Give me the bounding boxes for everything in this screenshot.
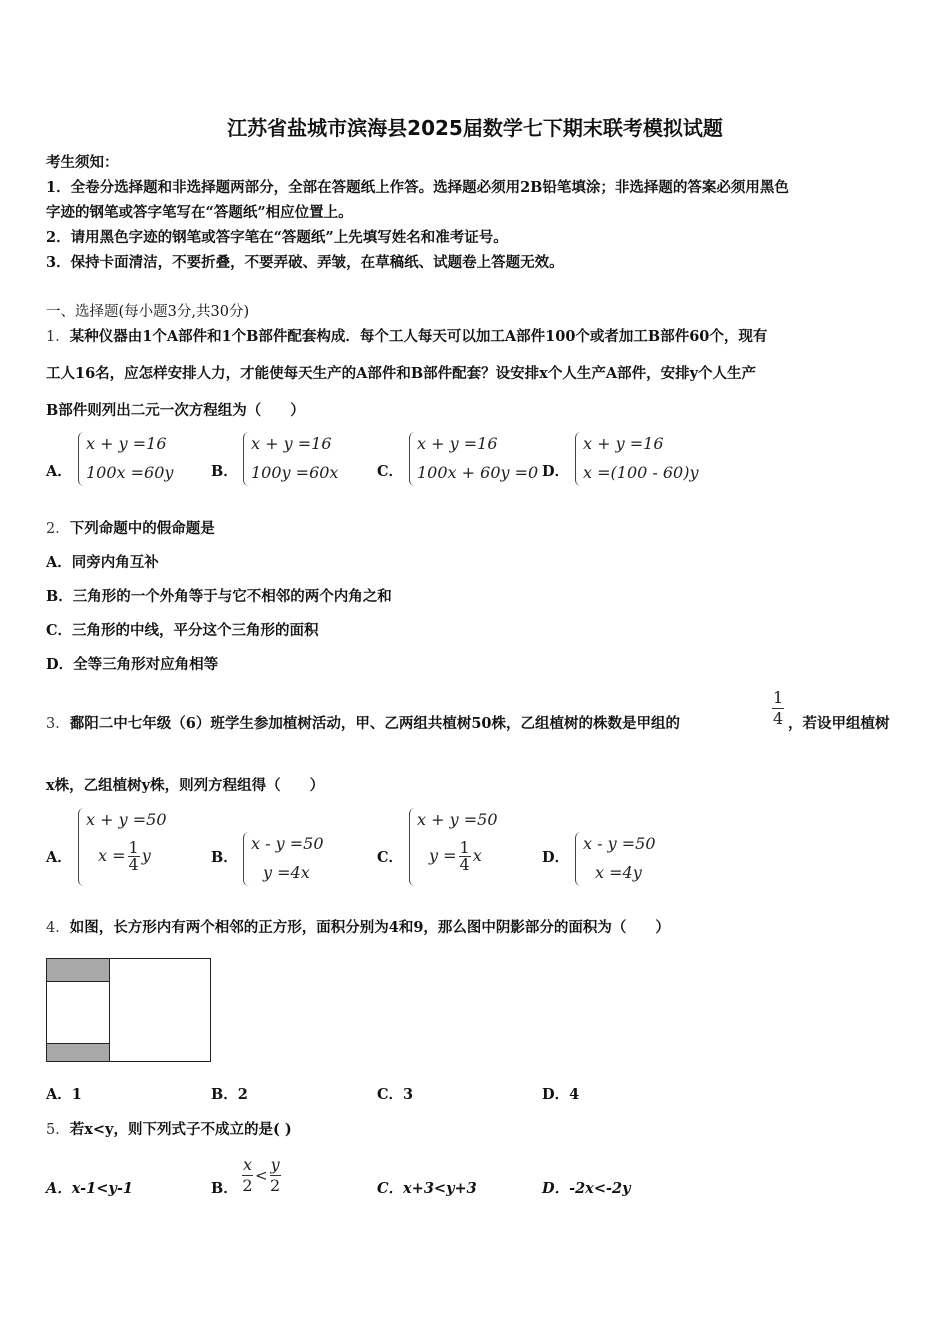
section-heading: 一、选择题(每小题3分,共30分)	[46, 304, 250, 320]
q3-option-c-label[interactable]: C．	[377, 849, 404, 866]
brace-icon	[409, 432, 417, 486]
q2-option-b[interactable]: B．三角形的一个外角等于与它不相邻的两个内角之和	[46, 588, 392, 605]
q3-option-c-system: x + y =50 y = $\frac{1}{4}$ x	[409, 808, 539, 888]
q1-option-a-system: x + y =16 100x =60y	[78, 432, 208, 488]
q1-option-d-system: x + y =16 x =(100 - 60)y	[575, 432, 715, 488]
q3-option-b-label[interactable]: B．	[211, 849, 238, 866]
notice-item: 字迹的钢笔或答字笔写在“答题纸”相应位置上。	[46, 204, 353, 221]
q5-option-b-expression: $\frac{x}{2}$ < $\frac{y}{2}$	[242, 1155, 281, 1195]
small-square	[47, 982, 110, 1043]
notice-item: 3．保持卡面清洁，不要折叠，不要弄破、弄皱，在草稿纸、试题卷上答题无效。	[46, 254, 564, 271]
brace-icon	[243, 432, 251, 486]
q3-option-d-label[interactable]: D．	[542, 849, 570, 866]
question-3-line-1-tail: ，若设甲组植树	[788, 715, 890, 732]
q1-option-b-label[interactable]: B．	[211, 463, 238, 480]
q5-option-b-label[interactable]: B．	[211, 1180, 238, 1197]
question-number: 2．	[46, 521, 70, 537]
q1-option-b-system: x + y =16 100y =60x	[243, 432, 373, 488]
question-number: 3．	[46, 716, 70, 732]
rectangle-figure	[46, 958, 211, 1062]
question-1-line-1: 1．某种仪器由1个A部件和1个B部件配套构成．每个工人每天可以加工A部件100个或者加工B部件60个，现有	[46, 328, 768, 345]
question-1-line-2: 工人16名，应怎样安排人力，才能使每天生产的A部件和B部件配套？设安排x个人生产A部件，安排y个人生产	[46, 365, 757, 382]
q2-option-c[interactable]: C．三角形的中线，平分这个三角形的面积	[46, 622, 319, 639]
shaded-region-bottom	[47, 1043, 110, 1061]
question-number: 4．	[46, 920, 70, 936]
brace-icon	[409, 808, 417, 886]
question-2-stem: 2．下列命题中的假命题是	[46, 520, 215, 537]
notice-item: 1．全卷分选择题和非选择题两部分，全部在答题纸上作答。选择题必须用2B铅笔填涂；非选择题的答案必须用黑色	[46, 179, 789, 196]
q3-option-b-system: x - y =50 y =4x	[243, 832, 373, 888]
question-number: 1．	[46, 329, 70, 345]
q1-option-d-label[interactable]: D．	[542, 463, 570, 480]
q5-option-a[interactable]: A．x-1<y-1	[46, 1180, 133, 1197]
question-1-line-3: B部件则列出二元一次方程组为（ ）	[46, 402, 305, 419]
q3-stem-fraction: $\frac{1}{4}$	[773, 688, 784, 728]
brace-icon	[575, 832, 583, 886]
question-4-stem: 4．如图，长方形内有两个相邻的正方形，面积分别为4和9，那么图中阴影部分的面积为（ ）	[46, 919, 670, 936]
q3-option-a-system: x + y =50 x = $\frac{1}{4}$ y	[78, 808, 208, 888]
q4-option-d[interactable]: D．4	[542, 1086, 580, 1103]
q1-option-c-system: x + y =16 100x + 60y =0	[409, 432, 539, 488]
question-number: 5．	[46, 1122, 70, 1138]
q5-option-c[interactable]: C．x+3<y+3	[377, 1180, 477, 1197]
q5-option-d[interactable]: D．-2x<-2y	[542, 1180, 631, 1197]
shaded-region-top	[47, 959, 110, 982]
brace-icon	[575, 432, 583, 486]
brace-icon	[243, 832, 251, 886]
notice-heading: 考生须知：	[46, 154, 119, 171]
q4-option-b[interactable]: B．2	[211, 1086, 248, 1103]
question-5-stem: 5．若x<y，则下列式子不成立的是( )	[46, 1121, 292, 1138]
q3-option-a-label[interactable]: A．	[46, 849, 72, 866]
page-title: 江苏省盐城市滨海县2025届数学七下期末联考模拟试题	[227, 116, 723, 140]
q4-option-c[interactable]: C．3	[377, 1086, 414, 1103]
question-3-line-1: 3．鄱阳二中七年级（6）班学生参加植树活动，甲、乙两组共植树50株，乙组植树的株数是甲组的	[46, 715, 680, 732]
q4-option-a[interactable]: A．1	[46, 1086, 82, 1103]
brace-icon	[78, 432, 86, 486]
brace-icon	[78, 808, 86, 886]
q1-option-a-label[interactable]: A．	[46, 463, 72, 480]
notice-item: 2．请用黑色字迹的钢笔或答字笔在“答题纸”上先填写姓名和准考证号。	[46, 229, 508, 246]
q3-option-d-system: x - y =50 x =4y	[575, 832, 705, 888]
q2-option-d[interactable]: D．全等三角形对应角相等	[46, 656, 219, 673]
question-3-line-2: x株，乙组植树y株，则列方程组得（ ）	[46, 777, 325, 794]
q1-option-c-label[interactable]: C．	[377, 463, 404, 480]
q2-option-a[interactable]: A．同旁内角互补	[46, 554, 159, 571]
